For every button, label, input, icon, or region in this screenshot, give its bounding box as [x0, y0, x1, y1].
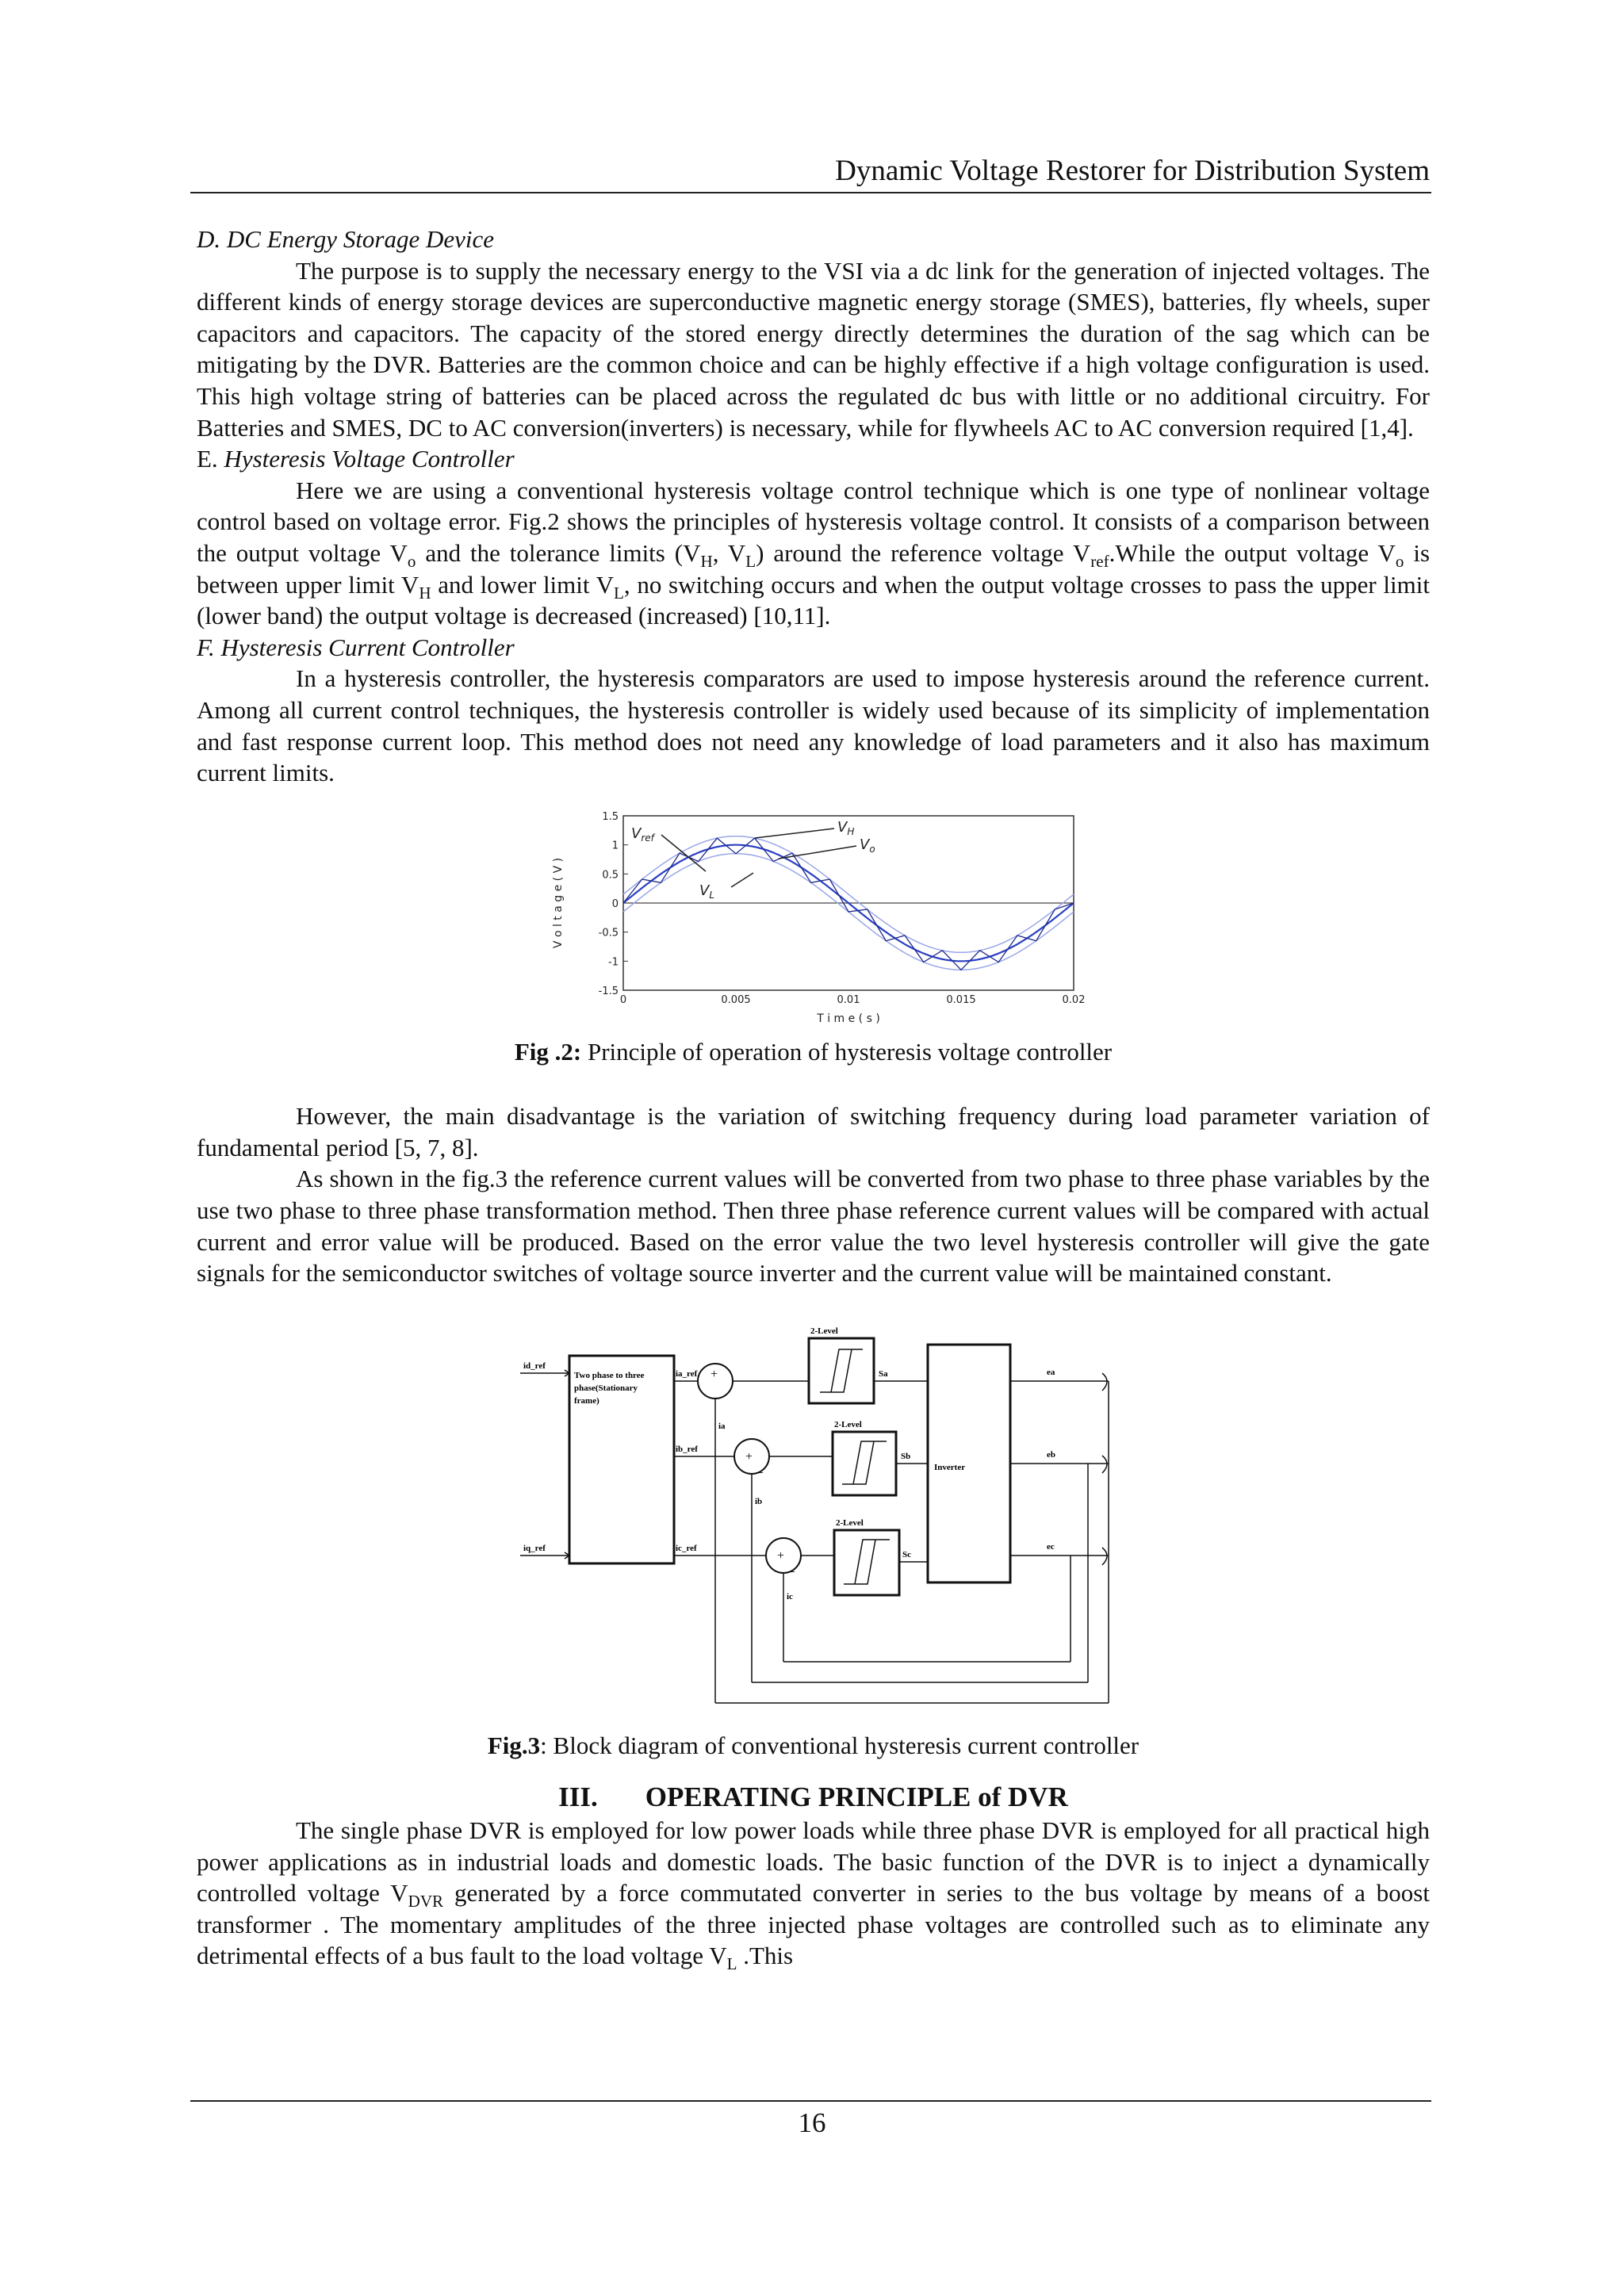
heading-text: Hysteresis Voltage Controller [224, 445, 515, 473]
section-heading-f: F. Hysteresis Current Controller [197, 633, 515, 661]
vh-annotation: $V_H$ [837, 818, 855, 837]
svg-text:_: _ [756, 1460, 763, 1475]
x-tick-label: 0.01 [837, 993, 860, 1006]
y-tick-label: 1.5 [602, 810, 619, 823]
heading-letter: E. [197, 445, 224, 473]
paragraph-disadvantage: However, the main disadvantage is the variation of switching frequency during load parameter variation of fundamental period [5, 7, 8]. [197, 1102, 1430, 1161]
paragraph-hysteresis-voltage: Here we are using a conventional hysteresis voltage control technique which is one type of nonlinear voltage control based on voltage error. Fig.2 shows the principles of hysteresis voltage control. It consists of a comparison between the output voltage $V_o$ and the tolerance limits ($V_H$, $V_L$) around the reference voltage $V_{ref}.While$ the output voltage $V_o$ is between upper limit $V_H$ and lower limit $V_L$, no switching occurs and when the output voltage crosses to pass the upper limit (lower band) the output voltage is decreased (increased) [10,11]. [197, 476, 1431, 630]
figure-2 [197, 808, 1430, 1028]
running-header [190, 151, 1431, 193]
ref-a-label: ia_ref [676, 1368, 698, 1379]
y-tick-label: -1 [608, 956, 619, 969]
section-3-heading: III. OPERATING PRINCIPLE of DVR [558, 1781, 1068, 1813]
x-axis-label: T i m e ( s ) [817, 1012, 880, 1025]
transform-label-3: frame) [574, 1395, 599, 1406]
paragraph-operating-principle: The single phase DVR is employed for low power loads while three phase DVR is employed for all practical high power applications as in industrial loads and domestic loads. The basic function of the DVR is to inject a dynamically controlled voltage $V_{DVR}$ generated by a force commutated converter in series to the bus voltage by means of a boost transformer . The momentary amplitudes of the three injected phase voltages are controlled such as to eliminate any detrimental effects of a bus fault to the load voltage $V_L$ .This [197, 1816, 1430, 1974]
svg-text:+: + [745, 1449, 753, 1464]
figure-3-caption: Fig.3: Block diagram of conventional hysteresis current controller [487, 1731, 1139, 1759]
hysteresis-block-a [809, 1338, 874, 1403]
x-tick-label: 0.015 [946, 993, 976, 1006]
figure-2-caption: Fig .2: Principle of operation of hysteresis voltage controller [514, 1037, 1113, 1066]
hyst-label-c: 2-Level [836, 1517, 864, 1528]
x-tick-label: 0.005 [721, 993, 751, 1006]
vl-annotation: $V_L$ [699, 882, 715, 901]
out-c-label: ec [1047, 1541, 1055, 1552]
svg-text:+: + [777, 1548, 785, 1563]
figure-2-label: Fig .2: [514, 1037, 582, 1066]
spacer [197, 1067, 1430, 1100]
footer-rule [190, 2100, 1431, 2102]
figure-3-label: Fig.3 [487, 1731, 541, 1759]
y-tick-label: -0.5 [598, 927, 619, 939]
figure-3 [197, 1326, 1430, 1722]
inverter-label: Inverter [934, 1462, 966, 1472]
input-d-label: id_ref [523, 1360, 546, 1371]
svg-text:_: _ [788, 1559, 795, 1574]
fb-a-label: ia [718, 1421, 726, 1431]
paragraph-hysteresis-current: In a hysteresis controller, the hysteresis comparators are used to impose hysteresis around the reference current. Among all current control techniques, the hysteresis controller is widely used because of its simplicity of implementation and fast response current loop. This method does not need any knowledge of load parameters and it also has maximum current limits. [197, 664, 1430, 787]
x-tick-label: 0 [619, 993, 627, 1006]
input-q-label: iq_ref [523, 1543, 546, 1553]
transform-label-2: phase(Stationary [574, 1383, 638, 1393]
transform-label-1: Two phase to three [574, 1370, 645, 1380]
page-content [197, 224, 1430, 1972]
vo-annotation: $V_o$ [860, 836, 875, 855]
hysteresis-voltage-chart [541, 808, 1086, 1028]
section-heading-e [197, 443, 1430, 475]
hysteresis-current-block-diagram [515, 1326, 1118, 1722]
out-a-label: ea [1047, 1367, 1055, 1377]
ref-b-label: ib_ref [676, 1444, 698, 1454]
y-tick-label: 0 [611, 897, 619, 910]
gate-b-label: Sb [901, 1451, 911, 1461]
hyst-label-a: 2-Level [810, 1326, 838, 1336]
fb-c-label: ic [787, 1591, 793, 1601]
x-tick-label: 0.02 [1062, 993, 1086, 1006]
y-axis-label: V o l t a g e ( V ) [552, 857, 565, 948]
header-title: Dynamic Voltage Restorer for Distribution System [835, 155, 1430, 187]
out-b-label: eb [1047, 1449, 1055, 1460]
paragraph-dc-energy-storage: The purpose is to supply the necessary energy to the VSI via a dc link for the generation of injected voltages. The different kinds of energy storage devices are superconductive magnetic energy storage (SMES), batteries, fly wheels, super capacitors and capacitors. The capacity of the stored energy directly determines the duration of the sag which can be mitigating by the DVR. Batteries are the common choice and can be highly effective if a high voltage configuration is used. This high voltage string of batteries can be placed across the regulated dc bus with little or no additional circuitry. For Batteries and SMES, DC to AC conversion(inverters) is necessary, while for flywheels AC to AC conversion required [1,4]. [197, 256, 1430, 442]
gate-c-label: Sc [902, 1549, 911, 1559]
hyst-label-b: 2-Level [834, 1419, 862, 1429]
y-tick-label: 1 [611, 840, 619, 852]
paragraph-fig3-description: As shown in the fig.3 the reference current values will be converted from two phase to three phase variables by the use two phase to three phase transformation method. Then three phase reference current values will be compared with actual current and error value will be produced. Based on the error value the two level hysteresis controller will give the gate signals for the semiconductor switches of voltage source inverter and the current value will be maintained constant. [197, 1165, 1430, 1288]
vref-annotation: $V_{ref}$ [631, 825, 654, 844]
svg-text:_: _ [710, 1386, 717, 1400]
ref-c-label: ic_ref [676, 1543, 697, 1553]
fb-b-label: ib [755, 1496, 763, 1506]
section-heading-d: D. DC Energy Storage Device [197, 225, 495, 253]
y-tick-label: -1.5 [598, 985, 619, 997]
page-number: 16 [798, 2107, 826, 2138]
y-tick-label: 0.5 [602, 869, 619, 882]
svg-text:+: + [710, 1367, 718, 1381]
gate-a-label: Sa [879, 1368, 888, 1379]
